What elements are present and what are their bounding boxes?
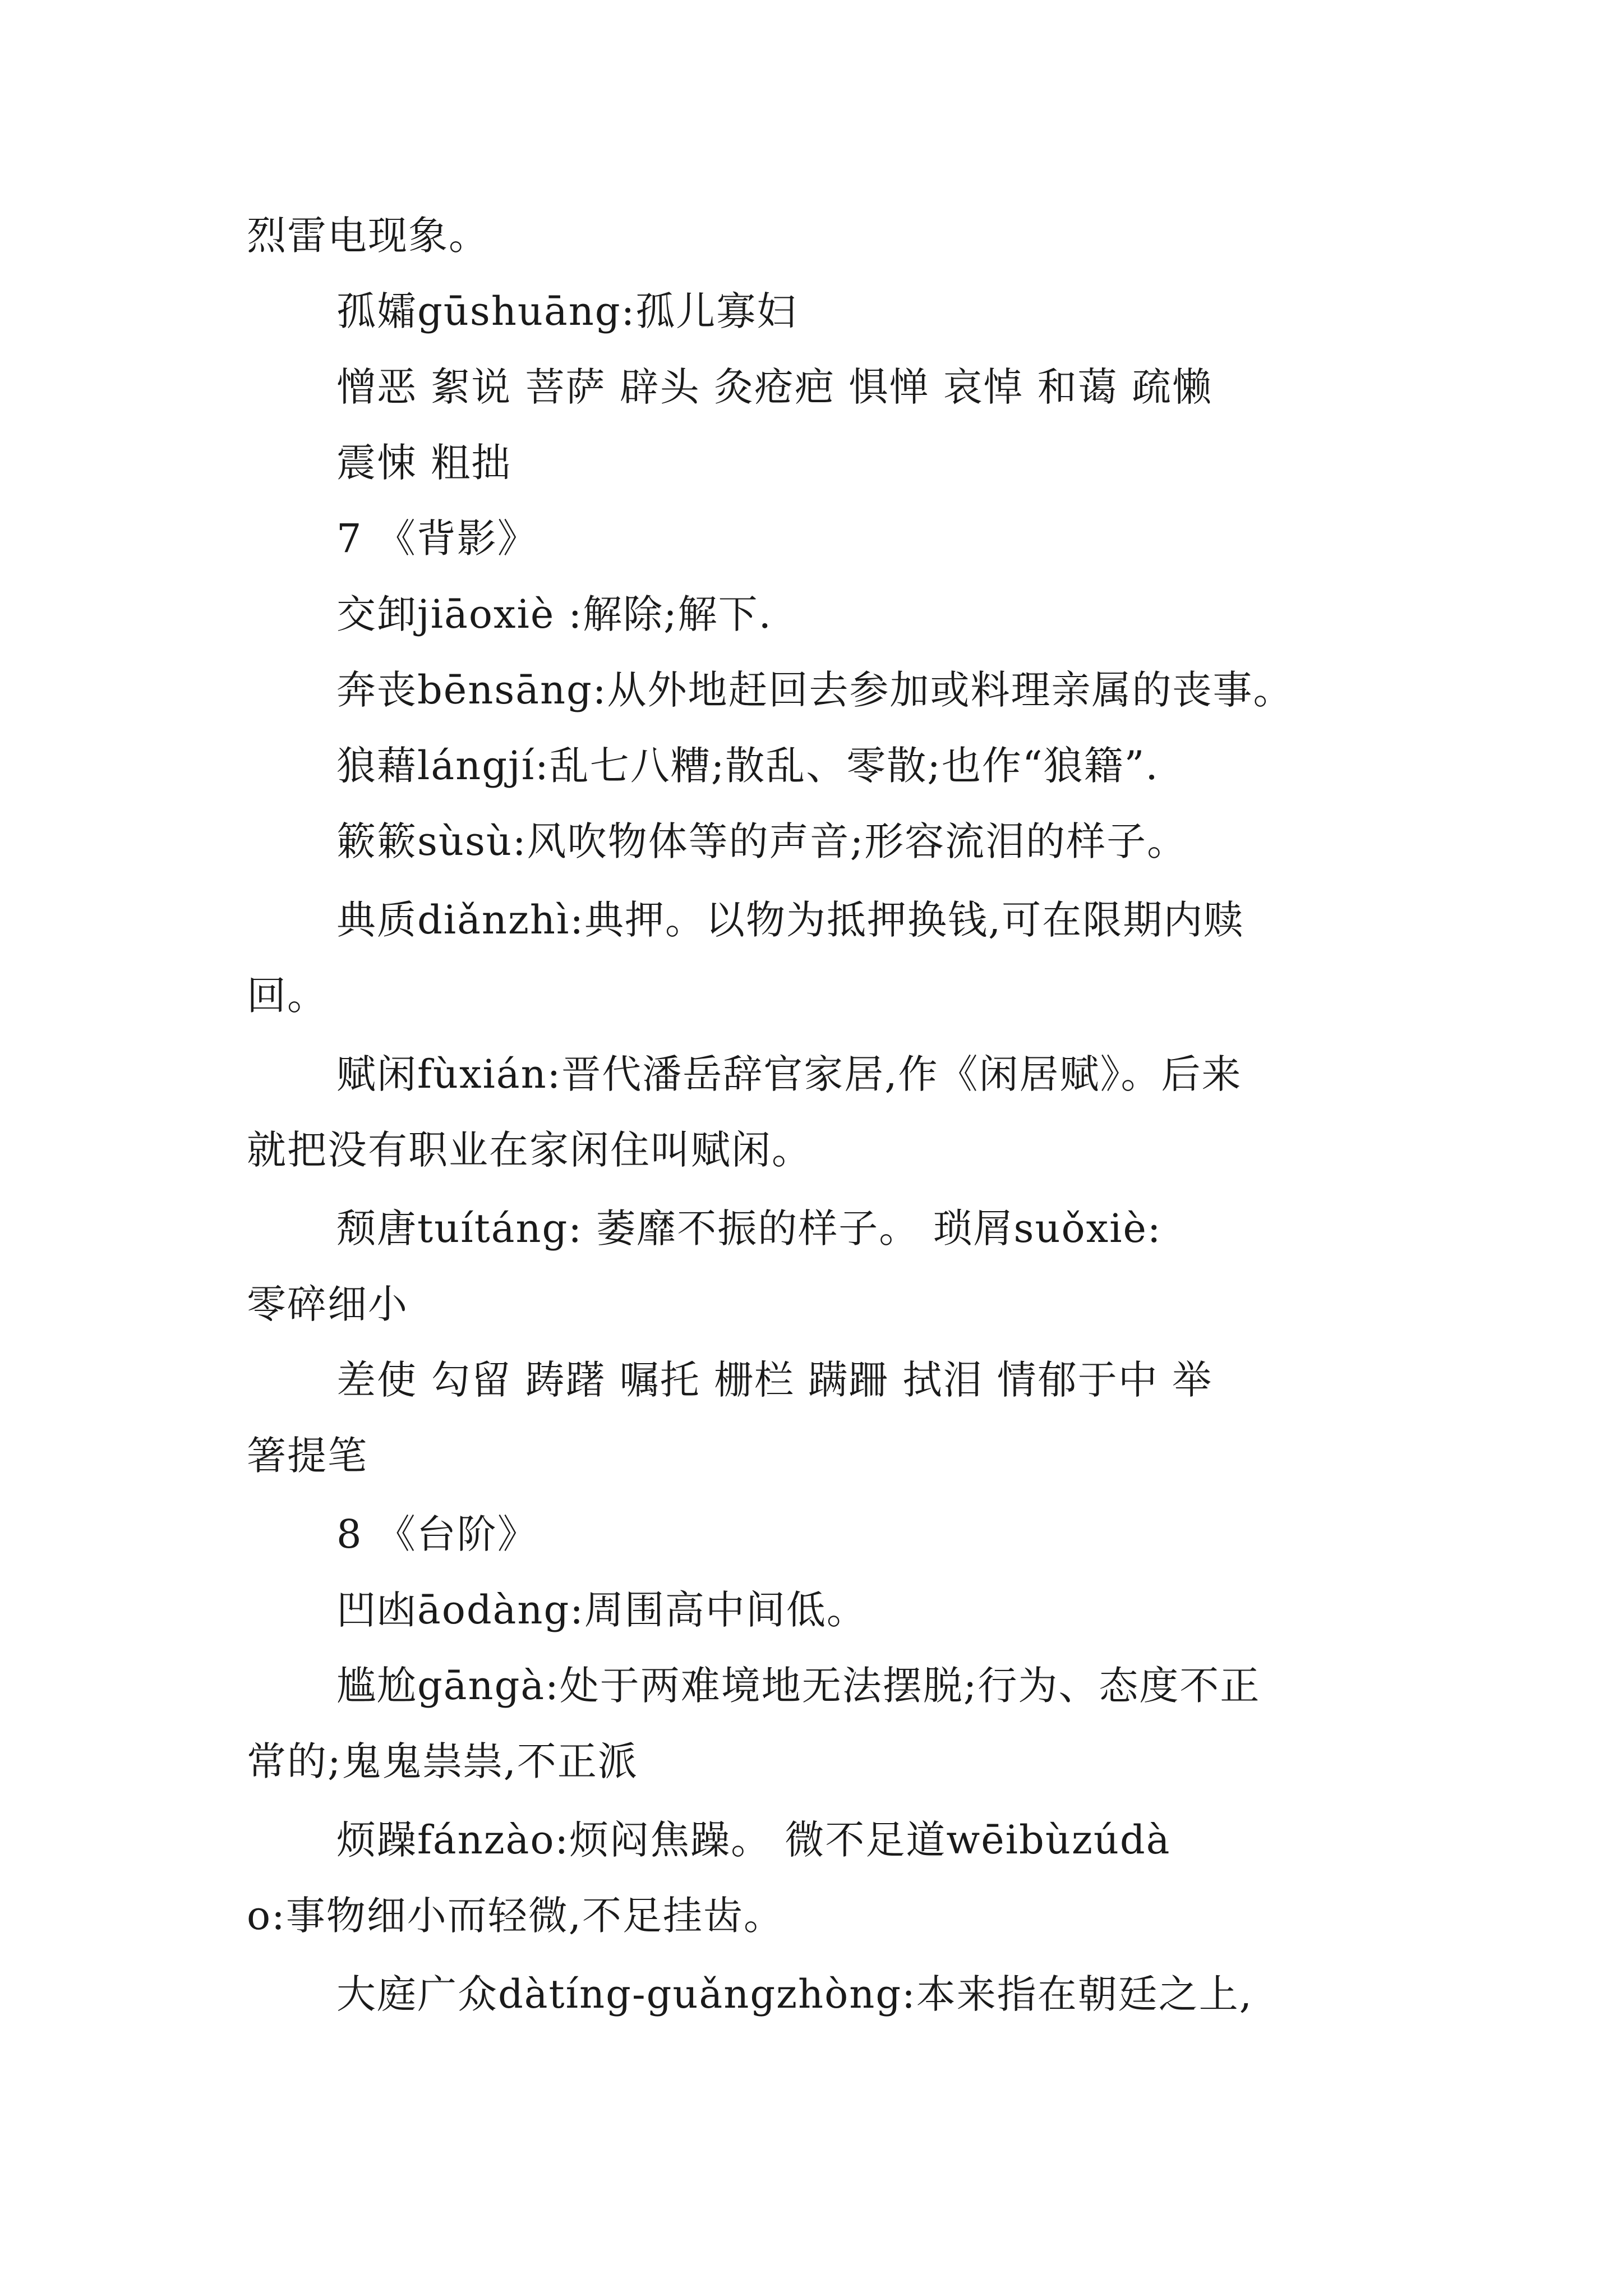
text-line: 奔丧bēnsāng:从外地赶回去参加或料理亲属的丧事。 <box>336 667 1294 713</box>
text-line: o:事物细小而轻微,不足挂齿。 <box>247 1893 784 1939</box>
text-line: 箸提笔 <box>247 1433 368 1479</box>
text-line: 零碎细小 <box>247 1281 408 1327</box>
text-line: 回。 <box>247 973 328 1019</box>
text-line: 震悚 粗拙 <box>336 440 512 486</box>
text-line: 大庭广众dàtíng-guǎngzhòng:本来指在朝廷之上, <box>336 1971 1253 2017</box>
text-line: 差使 勾留 踌躇 嘱托 栅栏 蹒跚 拭泪 情郁于中 举 <box>336 1357 1213 1403</box>
text-line: 典质diǎnzhì:典押。以物为抵押换钱,可在限期内赎 <box>336 897 1244 943</box>
text-line: 常的;鬼鬼祟祟,不正派 <box>247 1738 638 1784</box>
text-line: 憎恶 絮说 菩萨 辟头 灸疮疤 惧惮 哀悼 和蔼 疏懒 <box>336 364 1213 410</box>
text-line: 颓唐tuítáng: 萎靡不振的样子。 琐屑suǒxiè: <box>336 1205 1162 1251</box>
section-heading: 8 《台阶》 <box>336 1511 538 1557</box>
text-line: 就把没有职业在家闲住叫赋闲。 <box>247 1127 812 1173</box>
text-line: 赋闲fùxián:晋代潘岳辞官家居,作《闲居赋》。后来 <box>336 1051 1242 1097</box>
text-line: 烈雷电现象。 <box>247 213 489 259</box>
text-line: 孤孀gūshuāng:孤儿寡妇 <box>336 288 797 334</box>
text-line: 凹凼āodàng:周围高中间低。 <box>336 1587 867 1633</box>
text-line: 尴尬gāngà:处于两难境地无法摆脱;行为、态度不正 <box>336 1663 1261 1709</box>
text-line: 簌簌sùsù:风吹物体等的声音;形容流泪的样子。 <box>336 818 1188 864</box>
text-line: 烦躁fánzào:烦闷焦躁。 微不足道wēibùzúdà <box>336 1817 1171 1863</box>
section-heading: 7 《背影》 <box>336 516 538 562</box>
text-line: 狼藉lángjí:乱七八糟;散乱、零散;也作“狼籍”. <box>336 743 1159 789</box>
text-line: 交卸jiāoxiè :解除;解下. <box>336 591 772 637</box>
